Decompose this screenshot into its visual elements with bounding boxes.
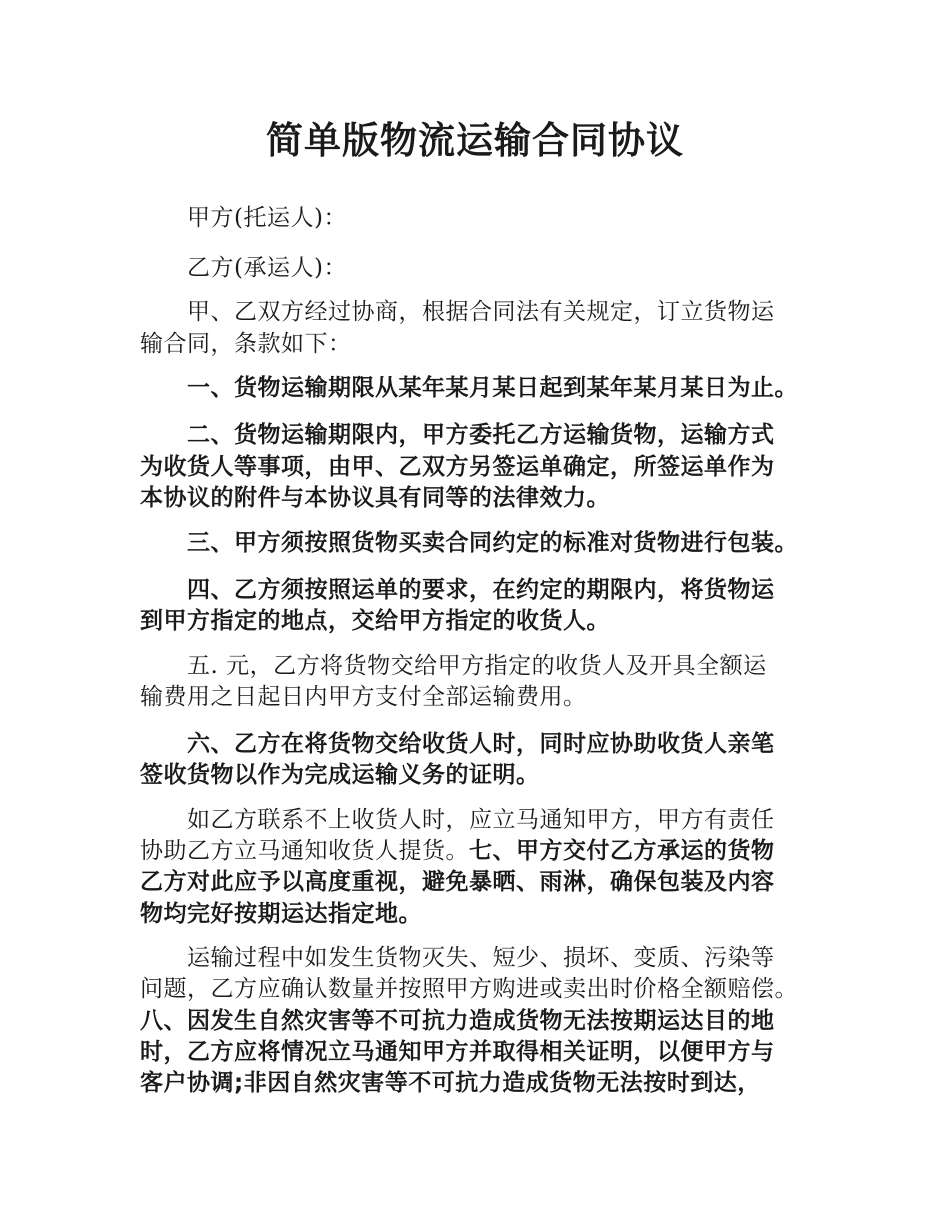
clause-2-line-3: 本协议的附件与本协议具有同等的法律效力。 [140, 485, 610, 511]
clause-7-start: 七、甲方交付乙方承运的货物 [469, 838, 775, 864]
clause-8-line-1: 八、因发生自然灾害等不可抗力造成货物无法按期运达目的地 [140, 1008, 775, 1034]
clause-7-line-3: 物均完好按期运达指定地。 [140, 901, 422, 927]
clause-8-line-2: 时，乙方应将情况立马通知甲方并取得相关证明，以便甲方与 [140, 1039, 775, 1065]
clause-3: 三、甲方须按照货物买卖合同约定的标准对货物进行包装。 [187, 530, 798, 556]
para-7-line-2 [140, 835, 775, 867]
para-8-line-1: 运输过程中如发生货物灭失、短少、损坏、变质、污染等 [187, 945, 775, 971]
clause-7-line-2: 乙方对此应予以高度重视，避免暴晒、雨淋，确保包装及内容 [140, 869, 775, 895]
para-8-line-2: 问题，乙方应确认数量并按照甲方购进或卖出时价格全额赔偿。 [140, 976, 798, 1002]
clause-2-line-2: 为收货人等事项，由甲、乙双方另签运单确定，所签运单作为 [140, 454, 775, 480]
clause-8-line-3: 客户协调;非因自然灾害等不可抗力造成货物无法按时到达， [140, 1070, 761, 1096]
clause-4-line-1: 四、乙方须按照运单的要求，在约定的期限内，将货物运 [187, 577, 775, 603]
clause-5-line-1: 五. 元，乙方将货物交给甲方指定的收货人及开具全额运 [187, 653, 767, 679]
document-title: 简单版物流运输合同协议 [266, 119, 684, 162]
clause-1: 一、货物运输期限从某年某月某日起到某年某月某日为止。 [187, 375, 798, 401]
clause-6-line-2: 签收货物以作为完成运输义务的证明。 [140, 762, 540, 788]
party-b-line: 乙方(承运人)： [187, 255, 347, 281]
clause-2-line-1: 二、货物运输期限内，甲方委托乙方运输货物，运输方式 [187, 422, 775, 448]
party-a-line: 甲方(托运人)： [187, 205, 347, 231]
para-7-line-1: 如乙方联系不上收货人时，应立马通知甲方，甲方有责任 [187, 807, 775, 833]
para-7-line-2-normal: 协助乙方立马通知收货人提货。 [140, 838, 469, 864]
clause-4-line-2: 到甲方指定的地点，交给甲方指定的收货人。 [140, 608, 610, 634]
clause-5-line-2: 输费用之日起日内甲方支付全部运输费用。 [140, 684, 587, 710]
clause-6-line-1: 六、乙方在将货物交给收货人时，同时应协助收货人亲笔 [187, 731, 775, 757]
intro-line-1: 甲、乙双方经过协商，根据合同法有关规定，订立货物运 [187, 299, 775, 325]
intro-line-2: 输合同，条款如下： [140, 331, 352, 357]
